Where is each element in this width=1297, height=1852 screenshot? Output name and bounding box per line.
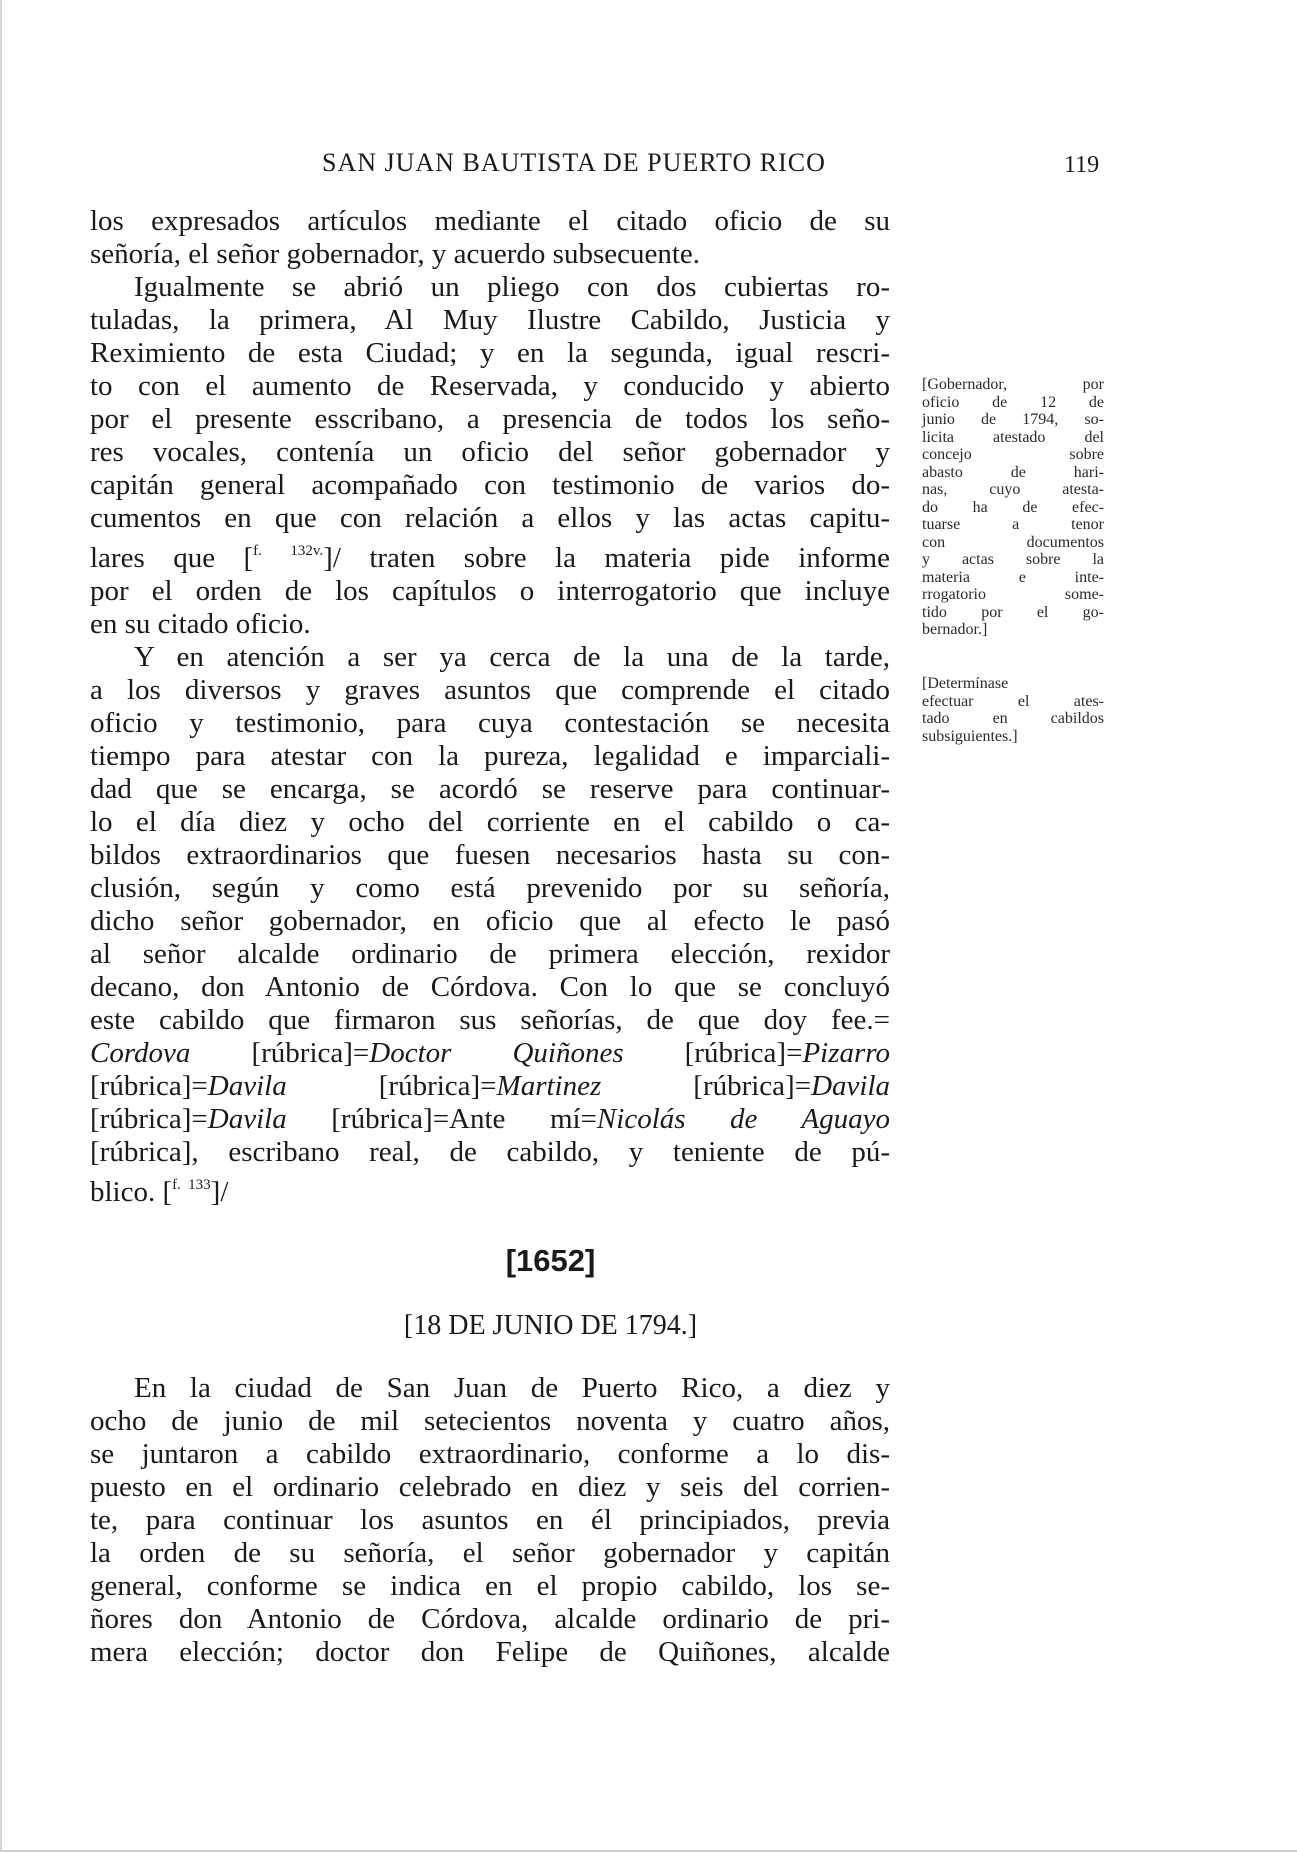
text-line: a los diversos y graves asuntos que comprende el citado <box>90 674 890 706</box>
margin-line: concejo sobre <box>922 446 1104 463</box>
text-line: En la ciudad de San Juan de Puerto Rico, a diez y <box>134 1372 890 1404</box>
document-number: [1652] <box>505 1243 596 1278</box>
text-line: por el presente esscribano, a presencia de todos los seño- <box>90 403 890 435</box>
text-line: tiempo para atestar con la pureza, legalidad e imparciali- <box>90 740 890 772</box>
rubrica: [rúbrica]= <box>251 1037 370 1069</box>
text-line: Reximiento de esta Ciudad; y en la segunda, igual rescri- <box>90 337 890 369</box>
signature-line-1 <box>90 1037 890 1070</box>
margin-line: oficio de 12 de <box>922 393 1104 411</box>
margin-line: abasto de hari- <box>922 463 1104 481</box>
text-line: los expresados artículos mediante el citado oficio de su <box>90 205 890 237</box>
signer-davila: Davila <box>811 1070 891 1102</box>
signer-davila: Davila <box>207 1103 287 1135</box>
margin-line: [Gobernador, por <box>922 376 1104 393</box>
text-line: decano, don Antonio de Córdova. Con lo que se concluyó <box>90 971 890 1003</box>
margin-line: tido por el go- <box>922 603 1104 621</box>
text-line: capitán general acompañado con testimonio de varios do- <box>90 469 890 501</box>
text-line: to con el aumento de Reservada, y conducido y abierto <box>90 370 890 402</box>
folio-text-before: blico. [ <box>90 1176 173 1208</box>
text-line: la orden de su señoría, el señor gobernador y capitán <box>90 1537 890 1569</box>
margin-line: do ha de efec- <box>922 498 1104 516</box>
text-line: lo el día diez y ocho del corriente en el cabildo o ca- <box>90 806 890 838</box>
text-line: dicho señor gobernador, en oficio que al efecto le pasó <box>90 905 890 937</box>
margin-line: tuarse a tenor <box>922 516 1104 533</box>
margin-note-1 <box>922 376 1104 639</box>
margin-line: efectuar el ates- <box>922 692 1104 710</box>
folio-marker-f: f. <box>172 1177 181 1193</box>
text-line: clusión, según y como está prevenido por su señoría, <box>90 872 890 904</box>
folio-text-after: ]/ traten sobre la materia pide informe <box>323 542 890 574</box>
text-line: bildos extraordinarios que fuesen necesarios hasta su con- <box>90 839 890 871</box>
text-line: mera elección; doctor don Felipe de Quiñones, alcalde <box>90 1636 890 1668</box>
signer-pizarro: Pizarro <box>802 1037 890 1069</box>
margin-line: [Determínase <box>922 675 1009 692</box>
text-line: general, conforme se indica en el propio cabildo, los se- <box>90 1570 890 1602</box>
body-text-block-1 <box>90 205 890 1209</box>
margin-line: bernador.] <box>922 621 988 638</box>
signer-aguayo: Nicolás de Aguayo <box>596 1103 891 1135</box>
signer-cordova: Cordova <box>90 1037 191 1069</box>
text-line: [rúbrica], escribano real, de cabildo, y teniente de pú- <box>90 1136 890 1168</box>
document-date: [18 DE JUNIO DE 1794.] <box>403 1310 698 1341</box>
text-line: señoría, el señor gobernador, y acuerdo subsecuente. <box>90 238 701 270</box>
folio-line <box>90 1169 890 1209</box>
text-line: Y en atención a ser ya cerca de la una de la tarde, <box>134 641 890 673</box>
rubrica: [rúbrica]= <box>693 1070 812 1102</box>
rubrica: [rúbrica]= <box>378 1070 497 1102</box>
signer-quinones: Doctor Quiñones <box>369 1037 624 1069</box>
margin-line: subsiguientes.] <box>922 727 1018 745</box>
margin-line: licita atestado del <box>922 428 1104 446</box>
text-line: puesto en el ordinario celebrado en diez y seis del corrien- <box>90 1471 890 1503</box>
text-line: te, para continuar los asuntos en él principiados, previa <box>90 1504 890 1536</box>
folio-text-after: ]/ <box>210 1176 229 1208</box>
signer-martinez: Martinez <box>496 1070 602 1102</box>
text-line: cumentos en que con relación a ellos y las actas capitu- <box>90 502 890 534</box>
text-line: Igualmente se abrió un pliego con dos cubiertas ro- <box>134 271 890 303</box>
text-line: al señor alcalde ordinario de primera elección, rexidor <box>90 938 890 970</box>
text-line: por el orden de los capítulos o interrogatorio que incluye <box>90 575 890 607</box>
text-line: dad que se encarga, se acordó se reserve para continuar- <box>90 773 890 805</box>
folio-marker-f: f. <box>253 543 262 559</box>
text-line: res vocales, contenía un oficio del señor gobernador y <box>90 436 890 468</box>
rubrica: [rúbrica]= <box>90 1070 208 1102</box>
margin-line: materia e inte- <box>922 568 1104 586</box>
text-line: ocho de junio de mil setecientos noventa y cuatro años, <box>90 1405 890 1437</box>
margin-line: rrogatorio some- <box>922 586 1104 603</box>
margin-line: junio de 1794, so- <box>922 411 1104 428</box>
text-line: este cabildo que firmaron sus señorías, de que doy fee.= <box>90 1004 890 1036</box>
rubrica: [rúbrica]= <box>90 1103 208 1135</box>
signature-line-3 <box>90 1103 890 1136</box>
rubrica: [rúbrica]=Ante mí= <box>331 1103 597 1135</box>
text-line: ñores don Antonio de Córdova, alcalde ordinario de pri- <box>90 1603 890 1635</box>
text-line: se juntaron a cabildo extraordinario, conforme a lo dis- <box>90 1438 890 1470</box>
folio-line <box>90 535 890 575</box>
body-text-block-2 <box>90 1372 890 1669</box>
running-head: SAN JUAN BAUTISTA DE PUERTO RICO <box>322 148 826 177</box>
folio-marker-number: 133 <box>188 1177 211 1193</box>
margin-line: nas, cuyo atesta- <box>922 481 1104 498</box>
margin-line: con documentos <box>922 533 1104 551</box>
page-number: 119 <box>1064 152 1100 178</box>
folio-text-before: lares que [ <box>90 542 254 574</box>
margin-line: y actas sobre la <box>922 551 1104 568</box>
signer-davila: Davila <box>207 1070 287 1102</box>
margin-note-2 <box>922 675 1104 745</box>
margin-line: tado en cabildos <box>922 710 1104 727</box>
text-line: tuladas, la primera, Al Muy Ilustre Cabildo, Justicia y <box>90 304 890 336</box>
text-line: oficio y testimonio, para cuya contestación se necesita <box>90 707 890 739</box>
rubrica: [rúbrica]= <box>684 1037 803 1069</box>
folio-marker-number: 132v. <box>290 543 324 559</box>
signature-line-2 <box>90 1070 890 1103</box>
text-line: en su citado oficio. <box>90 608 311 640</box>
